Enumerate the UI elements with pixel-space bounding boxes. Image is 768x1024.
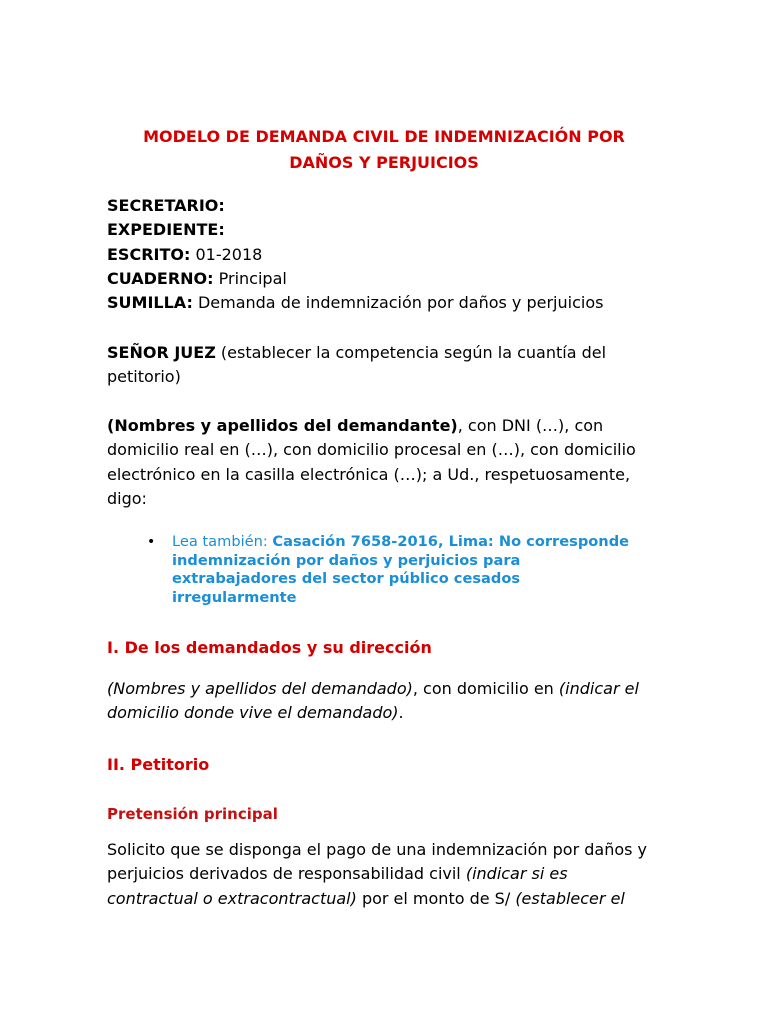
section-2-heading: II. Petitorio	[107, 755, 210, 774]
demandados-text-1: , con domicilio en	[412, 679, 559, 698]
bullet-icon: •	[147, 534, 156, 550]
document-title	[100, 124, 668, 176]
senor-label: SEÑOR JUEZ	[107, 343, 216, 362]
petitorio-line-3	[107, 887, 667, 911]
escrito-value: 01-2018	[195, 244, 263, 264]
demandante-line-2: domicilio real en (…), con domicilio procesal en (…), con domicilio	[107, 440, 636, 460]
demandante-line-1	[107, 414, 667, 438]
senor-text-1: (establecer la competencia según la cuantía del	[220, 343, 607, 362]
demandados-italic-3: domicilio donde vive el demandado)	[107, 703, 399, 723]
secretario-field	[107, 194, 603, 218]
expediente-label: EXPEDIENTE:	[107, 220, 225, 240]
escrito-field	[107, 243, 603, 267]
see-also-title-4[interactable]: irregularmente	[172, 588, 297, 606]
header-fields	[107, 194, 603, 315]
petitorio-line-2	[107, 862, 667, 886]
secretario-label: SECRETARIO:	[107, 196, 225, 215]
sumilla-label: SUMILLA:	[107, 293, 193, 313]
see-also-prefix[interactable]: Lea también:	[172, 533, 273, 550]
see-also-title-1[interactable]: Casación 7658-2016, Lima: No corresponde	[272, 533, 630, 550]
demandados-text-2: .	[398, 703, 404, 723]
sumilla-field	[107, 291, 603, 315]
demandante-line-1-rest: , con DNI (…), con	[457, 416, 604, 435]
demandante-name: (Nombres y apellidos del demandante)	[107, 416, 458, 435]
sumilla-value: Demanda de indemnización por daños y perjuicios	[197, 293, 604, 313]
expediente-field	[107, 218, 603, 242]
cuaderno-value: Principal	[218, 268, 287, 288]
demandante-line-4: digo:	[107, 488, 147, 508]
petitorio-paragraph	[107, 838, 667, 911]
demandados-italic-1: (Nombres y apellidos del demandado)	[107, 679, 413, 698]
petitorio-line-3-italic-2: (establecer el	[515, 888, 625, 908]
see-also-link[interactable]	[172, 533, 667, 607]
section-1-heading: I. De los demandados y su dirección	[107, 638, 432, 657]
see-also-list-item	[147, 533, 667, 607]
petitorio-line-2-text: perjuicios derivados de responsabilidad civil	[107, 864, 466, 884]
cuaderno-field	[107, 267, 603, 291]
petitorio-line-2-italic: (indicar si es	[465, 864, 568, 884]
demandante-line-3: electrónico en la casilla electrónica (…); a Ud., respetuosamente,	[107, 464, 631, 484]
demandados-italic-2: (indicar el	[558, 679, 639, 698]
escrito-label: ESCRITO:	[107, 244, 191, 264]
see-also-title-3[interactable]: extrabajadores del sector público cesados	[172, 570, 521, 587]
cuaderno-label: CUADERNO:	[107, 268, 214, 288]
petitorio-line-1: Solicito que se disponga el pago de una indemnización por daños y	[107, 840, 648, 859]
demandados-paragraph	[107, 677, 667, 726]
petitorio-line-3-text: por el monto de S/	[356, 888, 516, 908]
see-also-title-2[interactable]: indemnización por daños y perjuicios para	[172, 551, 521, 569]
demandados-line-1	[107, 677, 667, 701]
senor-text-2: petitorio)	[107, 367, 181, 387]
title-line-1: MODELO DE DEMANDA CIVIL DE INDEMNIZACIÓN POR	[143, 127, 625, 146]
demandante-paragraph	[107, 414, 667, 511]
title-line-2: DAÑOS Y PERJUICIOS	[289, 153, 479, 172]
senor-line-1	[107, 341, 667, 365]
pretension-principal-heading: Pretensión principal	[107, 805, 278, 823]
petitorio-line-3-italic: contractual o extracontractual)	[107, 888, 357, 908]
demandados-line-2	[107, 701, 667, 725]
senor-juez-paragraph	[107, 341, 667, 390]
